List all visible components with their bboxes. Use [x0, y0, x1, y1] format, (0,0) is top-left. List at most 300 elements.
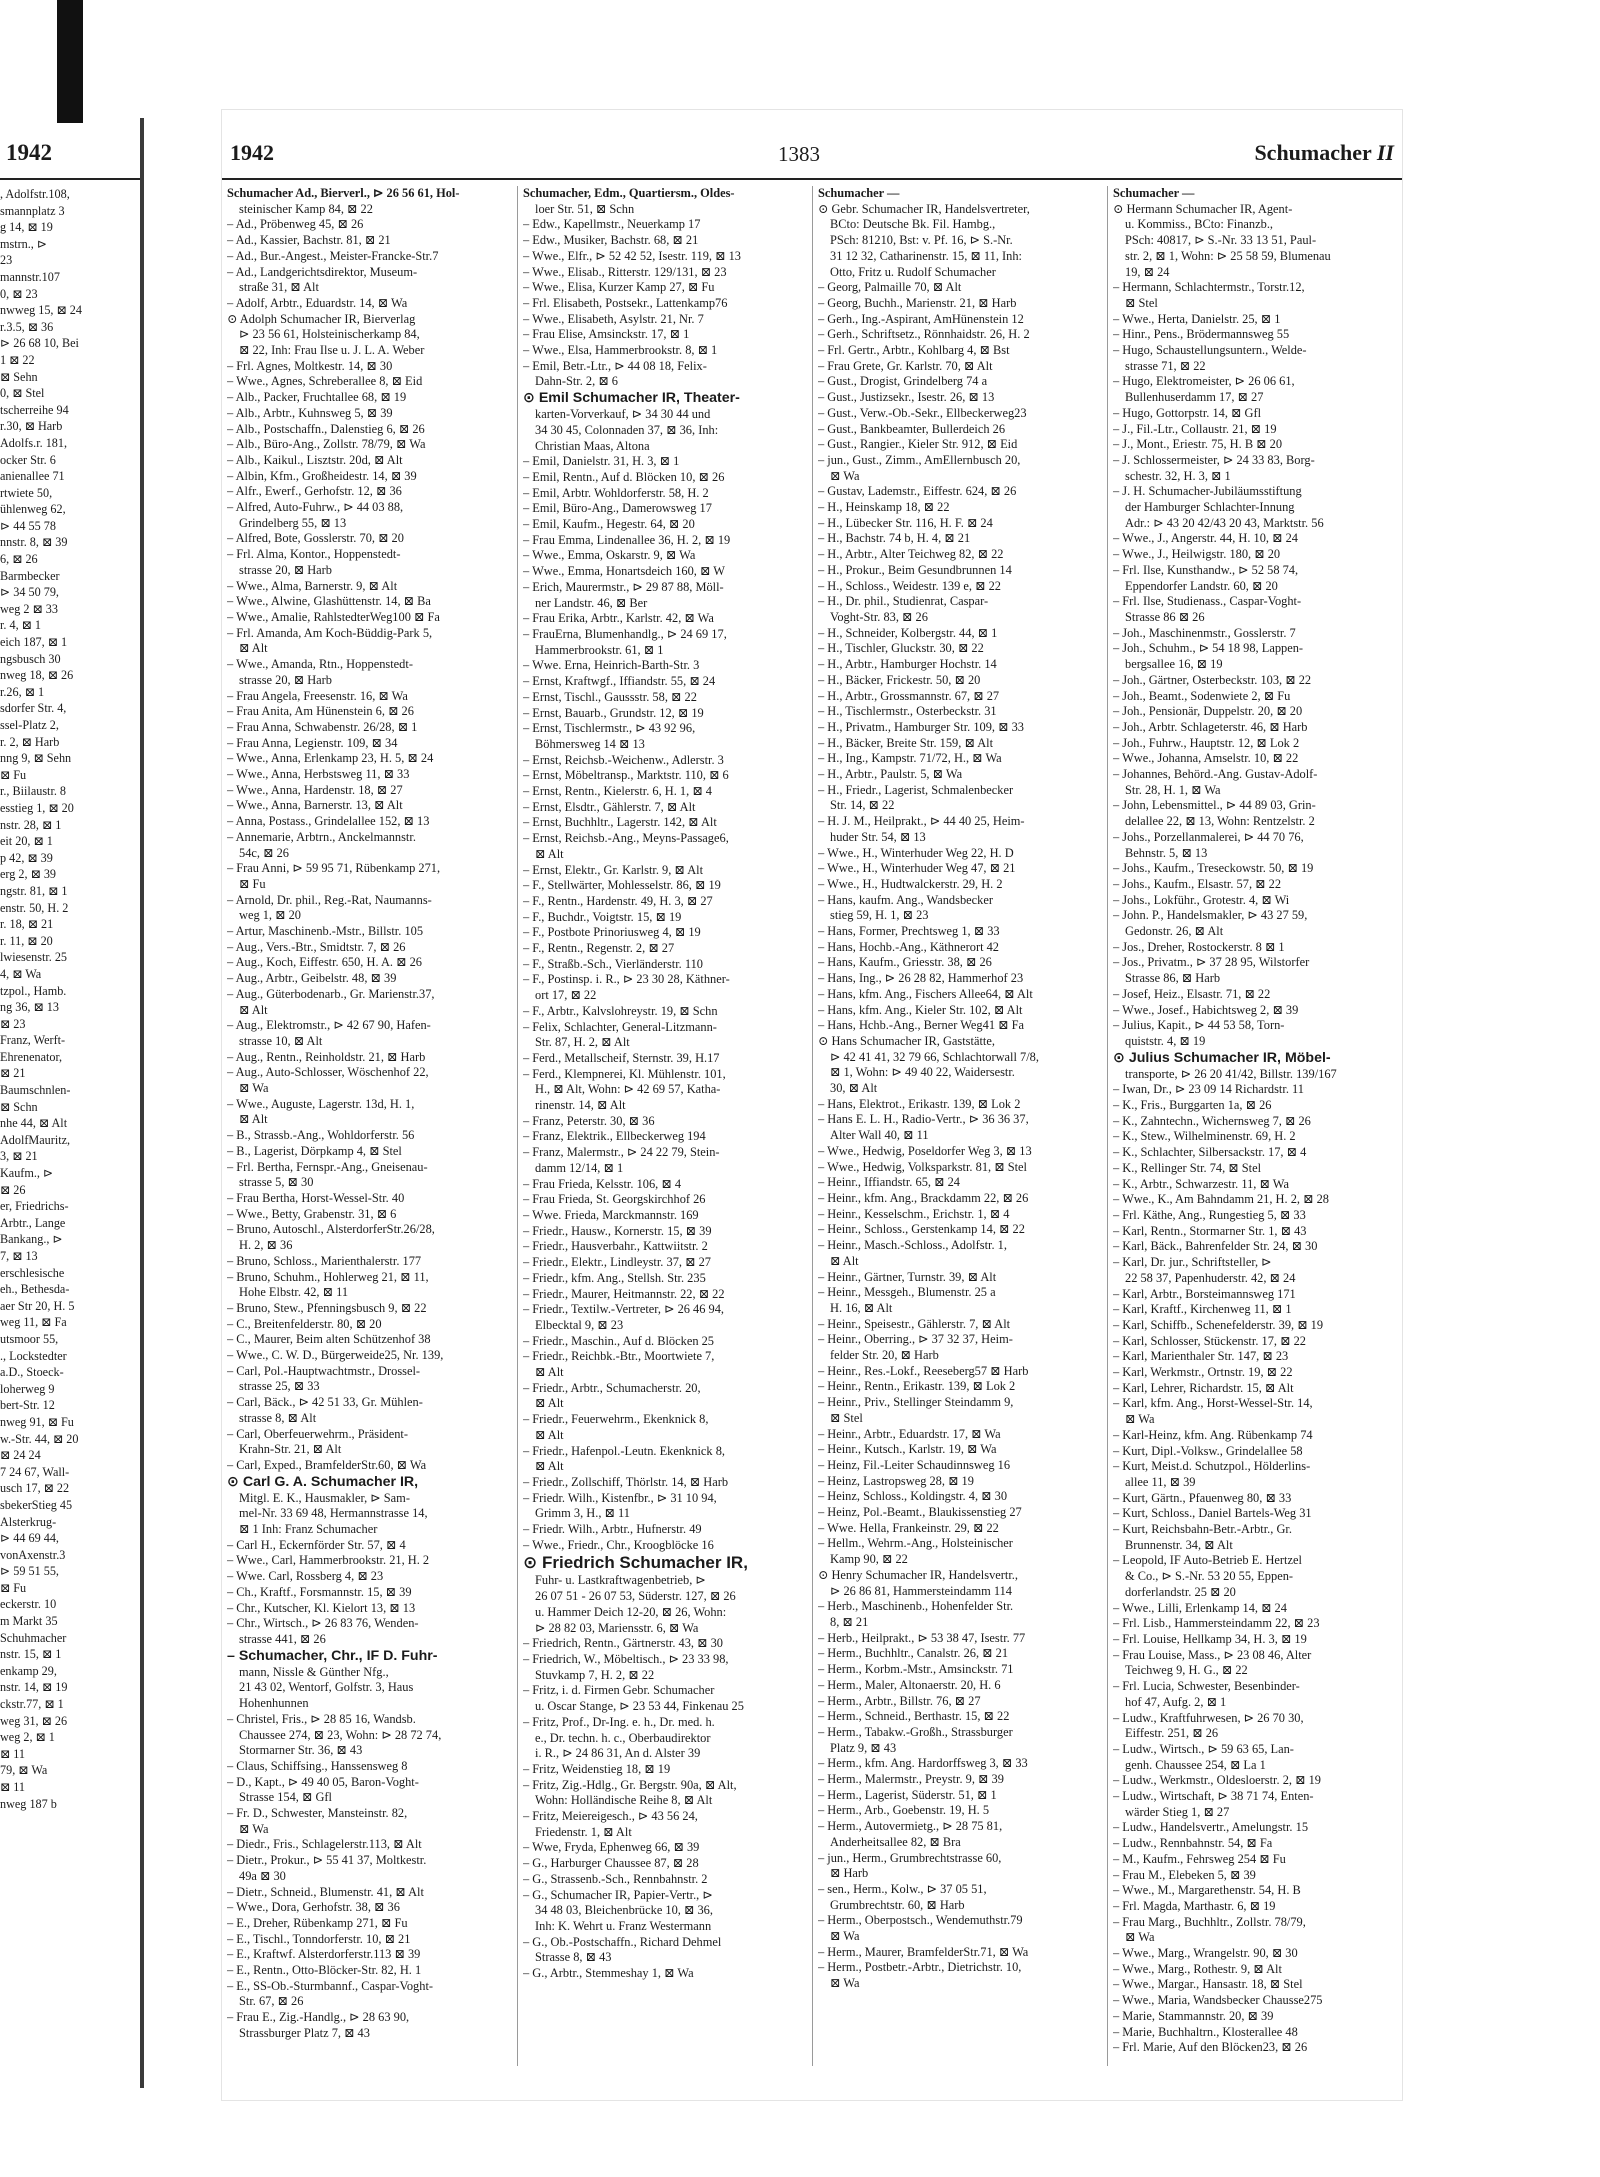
directory-line: – Wwe., Elsa, Hammerbrookstr. 8, ⊠ 1	[523, 343, 718, 358]
directory-line: ⊠ Wa	[1125, 1930, 1155, 1945]
previous-page-line: eh., Bethesda-	[0, 1282, 70, 1297]
directory-line: – C., Breitenfelderstr. 80, ⊠ 20	[227, 1316, 382, 1331]
directory-line: – H., Tischler, Gluckstr. 30, ⊠ 22	[818, 641, 984, 656]
directory-line: – jun., Gust., Zimm., AmEllernbusch 20,	[818, 452, 1021, 467]
directory-line: – Wwe., Elisabeth, Asylstr. 21, Nr. 7	[523, 311, 704, 326]
previous-page-line: Ehrenenator,	[0, 1049, 63, 1064]
previous-page-line: esstieg 1, ⊠ 20	[0, 800, 74, 815]
directory-line: H. 16, ⊠ Alt	[830, 1300, 893, 1315]
directory-line: – Gust., Bankbeamter, Bullerdeich 26	[818, 421, 1006, 436]
running-title-name: Schumacher	[1254, 140, 1372, 165]
directory-line: – Ernst, Möbeltransp., Marktstr. 110, ⊠ 6	[523, 768, 729, 783]
directory-line: – Wwe., Johanna, Amselstr. 10, ⊠ 22	[1113, 751, 1299, 766]
directory-line: 54c, ⊠ 26	[239, 845, 289, 860]
directory-line: transporte, ⊳ 26 20 41/42, Billstr. 139/167	[1125, 1066, 1337, 1081]
directory-line: 26 07 51 - 26 07 53, Süderstr. 127, ⊠ 26	[535, 1589, 736, 1604]
directory-line: – Arnold, Dr. phil., Reg.-Rat, Naumanns-	[227, 892, 432, 907]
directory-line: – Frl. Ilse, Kunsthandw., ⊳ 52 58 74,	[1113, 562, 1299, 577]
directory-line: – J. Schlossermeister, ⊳ 24 33 83, Borg-	[1113, 452, 1315, 467]
directory-line: – Wwe., Amanda, Rtn., Hoppenstedt-	[227, 657, 413, 672]
directory-line: PSch: 40817, ⊳ S.-Nr. 33 13 51, Paul-	[1125, 233, 1317, 248]
directory-line: – Karl, Dr. jur., Schriftsteller, ⊳	[1113, 1255, 1272, 1270]
directory-line: – Herb., Maschinenb., Hohenfelder Str.	[818, 1599, 1014, 1614]
directory-line: ⊠ Wa	[830, 468, 860, 483]
directory-line: – Carl, Exped., BramfelderStr.60, ⊠ Wa	[227, 1457, 427, 1472]
previous-page-line: enkamp 29,	[0, 1663, 57, 1678]
directory-line: – Herm., Autovermietg., ⊳ 28 75 81,	[818, 1819, 1003, 1834]
directory-page	[222, 110, 1402, 2100]
directory-line: – Wwe., Alwine, Glashüttenstr. 14, ⊠ Ba	[227, 594, 431, 609]
directory-line: ⊳ 23 56 61, Holsteinischerkamp 84,	[239, 327, 420, 342]
previous-page-line: w.-Str. 44, ⊠ 20	[0, 1431, 79, 1446]
directory-line: – Felix, Schlachter, General-Litzmann-	[523, 1019, 717, 1034]
previous-page-line: ., Lockstedter	[0, 1348, 67, 1363]
directory-line: – Hinr., Pens., Brödermannsweg 55	[1113, 327, 1290, 342]
directory-line: – Frau E., Zig.-Handlg., ⊳ 28 63 90,	[227, 2010, 410, 2025]
directory-line: Eppendorfer Landstr. 60, ⊠ 20	[1125, 578, 1278, 593]
directory-line: – H., Bäcker, Breite Str. 159, ⊠ Alt	[818, 735, 994, 750]
previous-page-line: eckerstr. 10	[0, 1597, 57, 1612]
directory-line: – Hans, kfm. Ang., Fischers Allee64, ⊠ Alt	[818, 986, 1033, 1001]
directory-line: – Alb., Büro-Ang., Zollstr. 78/79, ⊠ Wa	[227, 437, 426, 452]
directory-line: – Ludw., Wirtsch., ⊳ 59 63 65, Lan-	[1113, 1741, 1294, 1756]
directory-line: – Ad., Kassier, Bachstr. 81, ⊠ 21	[227, 233, 391, 248]
directory-line: – H., Ing., Kampstr. 71/72, H., ⊠ Wa	[818, 751, 1002, 766]
directory-line: – Frl. Lisb., Hammersteindamm 22, ⊠ 23	[1113, 1616, 1320, 1631]
previous-page-folio: 1942	[6, 140, 52, 165]
previous-page-line: mannstr.107	[0, 269, 60, 284]
directory-line: – J., Mont., Eriestr. 75, H. B ⊠ 20	[1113, 437, 1283, 452]
directory-line: – Wwe., J., Heilwigstr. 180, ⊠ 20	[1113, 547, 1281, 562]
directory-line: – Wwe. Carl, Rossberg 4, ⊠ 23	[227, 1569, 384, 1584]
directory-line: – Frau Bertha, Horst-Wessel-Str. 40	[227, 1191, 405, 1205]
directory-line: – Hermann, Schlachtermstr., Torstr.12,	[1113, 280, 1305, 295]
directory-line: – Heinr., Res.-Lokf., Reeseberg57 ⊠ Harb	[818, 1363, 1029, 1378]
directory-line: 31 12 32, Catharinenstr. 15, ⊠ 11, Inh:	[830, 248, 1022, 263]
directory-line: – Wwe., Marg., Wrangelstr. 90, ⊠ 30	[1113, 1946, 1298, 1961]
directory-line: – H., Heinskamp 18, ⊠ 22	[818, 500, 950, 515]
directory-line: – Frau Emma, Lindenallee 36, H. 2, ⊠ 19	[523, 532, 731, 547]
directory-line: Strasse 86 ⊠ 26	[1125, 609, 1205, 624]
directory-line: ⊠ Alt	[535, 1396, 564, 1411]
directory-line: ⊠ Alt	[535, 1427, 564, 1442]
directory-line: Böhmersweg 14 ⊠ 13	[535, 736, 645, 751]
directory-line: strasse 20, ⊠ Harb	[239, 562, 332, 577]
previous-page-line: ⊠ 21	[0, 1066, 26, 1081]
previous-page-line: erschlesische	[0, 1265, 65, 1280]
directory-line: bergsallee 16, ⊠ 19	[1125, 657, 1223, 672]
directory-line: – Ernst, Buchhltr., Lagerstr. 142, ⊠ Alt	[523, 815, 717, 830]
directory-line: Schumacher —	[818, 186, 900, 200]
directory-line: – Joh., Gärtner, Osterbeckstr. 103, ⊠ 22	[1113, 672, 1312, 687]
previous-page-line: nng 9, ⊠ Sehn	[0, 751, 72, 766]
directory-line: – Wwe., Alma, Barnerstr. 9, ⊠ Alt	[227, 578, 398, 593]
previous-page-line: weg 2, ⊠ 1	[0, 1730, 55, 1745]
directory-line: – Karl, Schiffb., Schenefelderstr. 39, ⊠ 19	[1113, 1317, 1324, 1332]
directory-line: – Marie, Buchhaltrn., Klosterallee 48	[1113, 2024, 1298, 2039]
previous-page-line: , Adolfstr.108,	[0, 187, 70, 201]
directory-line: – Wwe., Lilli, Erlenkamp 14, ⊠ 24	[1113, 1600, 1287, 1615]
directory-line: Chaussee 274, ⊠ 23, Wohn: ⊳ 28 72 74,	[239, 1727, 442, 1742]
directory-line: – K., Schlachter, Silbersackstr. 17, ⊠ 4	[1113, 1145, 1307, 1160]
directory-line: delallee 22, ⊠ 13, Wohn: Rentzelstr. 2	[1125, 814, 1315, 829]
directory-line: – Hans, Kaufm., Griesstr. 38, ⊠ 26	[818, 955, 992, 970]
column-1	[222, 186, 517, 2066]
directory-line: karten-Vorverkauf, ⊳ 34 30 44 und	[535, 407, 711, 422]
directory-line: – Wwe, Fryda, Ephenweg 66, ⊠ 39	[523, 1840, 700, 1855]
directory-line: – Marie, Stammannstr. 20, ⊠ 39	[1113, 2008, 1274, 2023]
directory-line: ⊠ Alt	[535, 1365, 564, 1380]
directory-line: – K., Stew., Wilhelminenstr. 69, H. 2	[1113, 1129, 1296, 1144]
directory-line: – G., Harburger Chaussee 87, ⊠ 28	[523, 1856, 699, 1871]
directory-line: – Frl. Käthe, Ang., Rungestieg 5, ⊠ 33	[1113, 1208, 1306, 1222]
directory-line: 21 43 02, Wentorf, Golfstr. 3, Haus	[239, 1680, 414, 1695]
directory-line: – John, Lebensmittel., ⊳ 44 89 03, Grin-	[1113, 798, 1316, 813]
directory-line: ⊠ Wa	[830, 1929, 860, 1944]
directory-line: – H., Bachstr. 74 b, H. 4, ⊠ 21	[818, 531, 971, 546]
directory-line: – Hans, Ing., ⊳ 26 28 82, Hammerhof 23	[818, 971, 1024, 986]
directory-line: – Herm., Maurer, BramfelderStr.71, ⊠ Wa	[818, 1944, 1029, 1959]
previous-page-line: ⊳ 44 69 44,	[0, 1531, 59, 1546]
directory-line: – Edw., Musiker, Bachstr. 68, ⊠ 21	[523, 233, 699, 248]
directory-line: – Emil, Danielstr. 31, H. 3, ⊠ 1	[523, 454, 680, 469]
directory-line: Kamp 90, ⊠ 22	[830, 1552, 908, 1567]
previous-page-line: ⊳ 44 55 78	[0, 518, 56, 533]
directory-line: – Wwe., Carl, Hammerbrookstr. 21, H. 2	[227, 1553, 430, 1568]
binding-gutter	[57, 0, 83, 123]
previous-page-line: r.30, ⊠ Harb	[0, 419, 63, 434]
directory-line: & Co., ⊳ S.-Nr. 53 20 55, Eppen-	[1125, 1569, 1294, 1584]
directory-line: – Leopold, IF Auto-Betrieb E. Hertzel	[1113, 1553, 1302, 1568]
directory-line: Hammerbrookstr. 61, ⊠ 1	[535, 642, 664, 657]
directory-line: – Fritz, Prof., Dr-Ing. e. h., Dr. med. h.	[523, 1714, 715, 1729]
directory-line: – Heinr., kfm. Ang., Brackdamm 22, ⊠ 26	[818, 1191, 1029, 1205]
directory-line: e., Dr. techn. h. c., Oberbaudirektor	[535, 1730, 711, 1745]
directory-line: weg 1, ⊠ 20	[239, 908, 302, 923]
directory-line: hof 47, Aufg. 2, ⊠ 1	[1125, 1694, 1227, 1709]
directory-line: – Frl. Marie, Auf den Blöcken23, ⊠ 26	[1113, 2040, 1308, 2055]
directory-line: – Georg, Buchh., Marienstr. 21, ⊠ Harb	[818, 295, 1017, 310]
directory-line: – Wwe., Elisa, Kurzer Kamp 27, ⊠ Fu	[523, 280, 715, 295]
previous-page-line: bert-Str. 12	[0, 1398, 55, 1413]
page-folio: 1942	[230, 140, 274, 165]
directory-line: – Johannes, Behörd.-Ang. Gustav-Adolf-	[1113, 767, 1318, 782]
directory-line: – jun., Herm., Grumbrechtstrasse 60,	[818, 1850, 1002, 1865]
directory-line: H., ⊠ Alt, Wohn: ⊳ 42 69 57, Katha-	[535, 1082, 721, 1097]
directory-line: – Herm., kfm. Ang. Hardorffsweg 3, ⊠ 33	[818, 1756, 1028, 1771]
directory-line: – Carl H., Eckernförder Str. 57, ⊠ 4	[227, 1537, 406, 1552]
previous-page-line: nnstr. 8, ⊠ 39	[0, 535, 68, 550]
directory-line: – Aug., Elektromstr., ⊳ 42 67 90, Hafen-	[227, 1018, 431, 1033]
directory-line: strasse 8, ⊠ Alt	[239, 1410, 317, 1425]
directory-line: – D., Kapt., ⊳ 49 40 05, Baron-Voght-	[227, 1774, 419, 1789]
directory-line: – G., Strassenb.-Sch., Rennbahnstr. 2	[523, 1871, 708, 1886]
directory-line: – F., Rentn., Regenstr. 2, ⊠ 27	[523, 941, 675, 956]
directory-line: – F., Postbote Prinoriusweg 4, ⊠ 19	[523, 925, 701, 940]
directory-line: Inh: K. Wehrt u. Franz Westermann	[535, 1918, 712, 1933]
directory-line: felder Str. 20, ⊠ Harb	[830, 1348, 939, 1363]
directory-line: Strasse 8, ⊠ 43	[535, 1950, 612, 1965]
directory-line: ⊠ Alt	[535, 1459, 564, 1474]
directory-line: – Frl. Bertha, Fernspr.-Ang., Gneisenau-	[227, 1159, 428, 1174]
directory-line: – Wwe., Elisab., Ritterstr. 129/131, ⊠ 23	[523, 264, 727, 279]
directory-line: – Joh., Pensionär, Duppelstr. 20, ⊠ 20	[1113, 704, 1303, 719]
directory-line: – Aug., Rentn., Reinholdstr. 21, ⊠ Harb	[227, 1049, 426, 1064]
directory-line: – F., Stellwärter, Mohlesselstr. 86, ⊠ 19	[523, 878, 721, 893]
directory-line: – Karl, kfm. Ang., Horst-Wessel-Str. 14,	[1113, 1396, 1313, 1411]
directory-line: – Kurt, Dipl.-Volksw., Grindelallee 58	[1113, 1443, 1303, 1458]
directory-line: – Carl, Bäck., ⊳ 42 51 33, Gr. Mühlen-	[227, 1395, 423, 1410]
previous-page-line: 3, ⊠ 21	[0, 1149, 38, 1164]
directory-line: – Friedrich, Rentn., Gärtnerstr. 43, ⊠ 30	[523, 1636, 723, 1651]
directory-line: – Friedr., Hafenpol.-Leutn. Ekenknick 8,	[523, 1443, 725, 1458]
directory-line: – Johs., Porzellanmalerei, ⊳ 44 70 76,	[1113, 829, 1304, 844]
directory-line: – Bruno, Autoschl., AlsterdorferStr.26/28,	[227, 1222, 435, 1237]
directory-line: – Emil, Büro-Ang., Damerowsweg 17	[523, 501, 712, 516]
directory-line: – Gust., Justizsekr., Isestr. 26, ⊠ 13	[818, 390, 995, 405]
directory-columns	[222, 186, 1402, 2066]
directory-line: strasse 20, ⊠ Harb	[239, 672, 332, 687]
directory-line: – Fritz, Zig.-Hdlg., Gr. Bergstr. 90a, ⊠ Alt,	[523, 1777, 737, 1792]
previous-page-line: m Markt 35	[0, 1614, 58, 1629]
directory-line: Dahn-Str. 2, ⊠ 6	[535, 374, 619, 389]
directory-line: – Ferd., Klempnerei, Kl. Mühlenstr. 101,	[523, 1066, 726, 1081]
directory-line: – J., Fil.-Ltr., Collaustr. 21, ⊠ 19	[1113, 421, 1277, 436]
directory-line: – Ad., Landgerichtsdirektor, Museum-	[227, 264, 418, 279]
directory-line: – Joh., Arbtr. Schlageterstr. 46, ⊠ Harb	[1113, 719, 1308, 734]
directory-line: Adr.: ⊳ 43 20 42/43 20 43, Marktstr. 56	[1125, 515, 1324, 530]
directory-line: – Friedr., Hausverbahr., Kattwiitstr. 2	[523, 1239, 708, 1254]
directory-line: – Ernst, Reichsb.-Ang., Meyns-Passage6,	[523, 831, 729, 846]
directory-line: – Wwe., Anna, Erlenkamp 23, H. 5, ⊠ 24	[227, 751, 434, 766]
previous-page-fragment	[0, 120, 140, 2080]
directory-line: – E., Tischl., Tonndorferstr. 10, ⊠ 21	[227, 1931, 411, 1946]
previous-page-line: ⊠ Fu	[0, 1580, 27, 1595]
previous-page-line: ngsbusch 30	[0, 651, 61, 666]
directory-line: – Frl. Agnes, Moltkestr. 14, ⊠ 30	[227, 358, 393, 373]
directory-line: – Friedrich, W., Möbeltisch., ⊳ 23 33 98,	[523, 1651, 729, 1666]
directory-line: ⊙ Henry Schumacher IR, Handelsvertr.,	[818, 1567, 1018, 1582]
directory-line: – Herm., Lagerist, Süderstr. 51, ⊠ 1	[818, 1787, 997, 1802]
directory-line: – H., Arbtr., Grossmannstr. 67, ⊠ 27	[818, 688, 1000, 703]
directory-line: Grumbrechtstr. 60, ⊠ Harb	[830, 1897, 965, 1912]
directory-line: – Wwe., Auguste, Lagerstr. 13d, H. 1,	[227, 1096, 415, 1111]
directory-line: – Heinr., Schloss., Gerstenkamp 14, ⊠ 22	[818, 1222, 1025, 1237]
directory-line: – Herm., Maler, Altonaerstr. 20, H. 6	[818, 1677, 1001, 1692]
directory-line: Hohe Elbstr. 42, ⊠ 11	[239, 1285, 349, 1300]
directory-line: – C., Maurer, Beim alten Schützenhof 38	[227, 1332, 431, 1347]
directory-line: – H., Arbtr., Hamburger Hochstr. 14	[818, 657, 997, 672]
directory-line: 19, ⊠ 24	[1125, 264, 1170, 279]
directory-line: – E., Dreher, Rübenkamp 271, ⊠ Fu	[227, 1915, 408, 1930]
directory-line: – John. P., Handelsmakler, ⊳ 43 27 59,	[1113, 908, 1308, 923]
directory-line: – Fritz, Weidenstieg 18, ⊠ 19	[523, 1761, 671, 1776]
directory-line: – Herm., Oberpostsch., Wendemuthstr.79	[818, 1913, 1023, 1928]
directory-entry-highlight: – Schumacher, Chr., IF D. Fuhr-	[227, 1647, 438, 1664]
directory-line: – Heinr., Iffiandstr. 65, ⊠ 24	[818, 1175, 960, 1190]
directory-line: – H., Arbtr., Alter Teichweg 82, ⊠ 22	[818, 547, 1004, 562]
directory-line: ⊳ 28 82 03, Mariensstr. 6, ⊠ Wa	[535, 1620, 699, 1635]
previous-page-line: Adolfs.r. 181,	[0, 435, 68, 450]
directory-line: – F., Postinsp. i. R., ⊳ 23 30 28, Käthner-	[523, 972, 730, 987]
previous-page-line: weg 31, ⊠ 26	[0, 1713, 68, 1728]
directory-line: Elbecktal 9, ⊠ 23	[535, 1317, 624, 1332]
directory-line: – Joh., Maschinenmstr., Gosslerstr. 7	[1113, 625, 1296, 640]
previous-page-line: lwiesenstr. 25	[0, 950, 68, 965]
directory-line: – Hugo, Schaustellungsuntern., Welde-	[1113, 343, 1307, 358]
directory-line: – J. H. Schumacher-Jubiläumsstiftung	[1113, 484, 1302, 499]
directory-line: – Hans, Elektrot., Erikastr. 139, ⊠ Lok 2	[818, 1096, 1021, 1111]
directory-line: Friedenstr. 1, ⊠ Alt	[535, 1824, 632, 1839]
directory-line: – Kurt, Schloss., Daniel Bartels-Weg 31	[1113, 1506, 1312, 1521]
previous-page-line: erg 2, ⊠ 39	[0, 867, 57, 882]
directory-line: – E., Rentn., Otto-Blöcker-Str. 82, H. 1	[227, 1963, 422, 1978]
previous-page-line: ⊠ Sehn	[0, 369, 38, 384]
previous-page-line: nstr. 15, ⊠ 1	[0, 1647, 62, 1662]
directory-entry-highlight: ⊙ Friedrich Schumacher IR,	[523, 1553, 748, 1573]
directory-line: 34 30 45, Colonnaden 37, ⊠ 36, Inh:	[535, 422, 719, 437]
directory-line: – Friedr., Zollschiff, Thörlstr. 14, ⊠ Harb	[523, 1474, 729, 1489]
directory-line: Hohenhunnen	[239, 1696, 309, 1711]
previous-page-line: 0, ⊠ 23	[0, 286, 38, 301]
directory-line: – Hans, kfm. Ang., Kieler Str. 102, ⊠ Alt	[818, 1002, 1023, 1017]
directory-line: – Friedr., Hausw., Kornerstr. 15, ⊠ 39	[523, 1223, 712, 1238]
directory-line: ⊠ Harb	[830, 1866, 869, 1881]
directory-line: – Diedr., Fris., Schlagelerstr.113, ⊠ Alt	[227, 1837, 422, 1852]
directory-line: ⊠ Alt	[239, 641, 268, 656]
directory-line: – F., Buchdr., Voigtstr. 15, ⊠ 19	[523, 909, 682, 924]
previous-page-line: Baumschnlen-	[0, 1083, 71, 1098]
previous-page-line: nstr. 28, ⊠ 1	[0, 817, 62, 832]
directory-line: – Karl, Schlosser, Stückenstr. 17, ⊠ 22	[1113, 1333, 1306, 1348]
previous-page-line: ühlenweg 62,	[0, 502, 66, 517]
previous-page-line: ng 36, ⊠ 13	[0, 1000, 59, 1015]
directory-line: ⊠ Alt	[535, 846, 564, 861]
previous-page-line: sbekerStieg 45	[0, 1497, 73, 1512]
directory-line: – Emil, Arbtr. Wohldorferstr. 58, H. 2	[523, 485, 709, 500]
directory-line: – Josef, Heiz., Elsastr. 71, ⊠ 22	[1113, 986, 1271, 1001]
previous-page-line: aer Str 20, H. 5	[0, 1298, 75, 1313]
directory-line: – Herm., Schneid., Berthastr. 15, ⊠ 22	[818, 1709, 1010, 1724]
previous-page-line: Kaufm., ⊳	[0, 1166, 54, 1181]
directory-line: – H., Schloss., Weidestr. 139 e, ⊠ 22	[818, 578, 1001, 593]
directory-line: huder Str. 54, ⊠ 13	[830, 829, 926, 844]
directory-line: Schumacher Ad., Bierverl., ⊳ 26 56 61, Hol-	[227, 186, 460, 200]
directory-line: quiststr. 4, ⊠ 19	[1125, 1033, 1206, 1048]
directory-line: Eiffestr. 251, ⊠ 26	[1125, 1726, 1219, 1741]
previous-page-line: a.D., Stoeck-	[0, 1365, 64, 1380]
directory-line: – Gust., Rangier., Kieler Str. 912, ⊠ Eid	[818, 437, 1018, 452]
directory-line: ⊙ Adolph Schumacher IR, Bierverlag	[227, 311, 416, 326]
directory-line: – Johs., Lokführ., Grotestr. 4, ⊠ Wi	[1113, 892, 1290, 907]
directory-line: ⊠ Alt	[830, 1253, 859, 1268]
directory-line: – Chr., Kutscher, Kl. Kielort 13, ⊠ 13	[227, 1600, 416, 1615]
directory-line: – sen., Herm., Kolw., ⊳ 37 05 51,	[818, 1881, 987, 1896]
directory-line: Strasse 86, ⊠ Harb	[1125, 971, 1221, 986]
directory-line: Teichweg 9, H. G., ⊠ 22	[1125, 1663, 1248, 1678]
previous-page-line: 0, ⊠ Stel	[0, 386, 45, 401]
directory-line: – Alfr., Ewerf., Gerhofstr. 12, ⊠ 36	[227, 484, 402, 499]
directory-line: ⊙ Hans Schumacher IR, Gaststätte,	[818, 1033, 995, 1048]
page-number: 1383	[778, 142, 820, 166]
directory-line: – Frau Anna, Schwabenstr. 26/28, ⊠ 1	[227, 719, 418, 734]
previous-page-line: ⊠ 23	[0, 1016, 26, 1031]
previous-page-line: ocker Str. 6	[0, 452, 56, 467]
directory-line: Grimm 3, H., ⊠ 11	[535, 1506, 630, 1521]
previous-page-line: r. 11, ⊠ 20	[0, 933, 53, 948]
directory-line: – Fritz, i. d. Firmen Gebr. Schumacher	[523, 1683, 715, 1698]
directory-line: – Claus, Schiffsing., Hanssensweg 8	[227, 1758, 408, 1773]
directory-line: – Wwe., Maria, Wandsbecker Chausse275	[1113, 1993, 1323, 2008]
directory-line: u. Kommiss., BCto: Finanzb.,	[1125, 217, 1274, 232]
directory-line: – H., Arbtr., Paulstr. 5, ⊠ Wa	[818, 767, 963, 782]
directory-line: – Iwan, Dr., ⊳ 23 09 14 Richardstr. 11	[1113, 1082, 1304, 1097]
directory-line: der Hamburger Schlachter-Innung	[1125, 500, 1295, 515]
directory-line: – Jos., Dreher, Rostockerstr. 8 ⊠ 1	[1113, 939, 1285, 954]
previous-page-line: 23	[0, 253, 13, 268]
directory-line: – Alfred, Auto-Fuhrw., ⊳ 44 03 88,	[227, 500, 404, 515]
previous-page-line: Barmbecker	[0, 568, 60, 583]
directory-line: – Karl, Rentn., Stormarner Str. 1, ⊠ 43	[1113, 1223, 1307, 1238]
directory-line: ⊠ 1, Wohn: ⊳ 49 40 22, Waidersestr.	[830, 1065, 1015, 1080]
directory-line: – Karl, Lehrer, Richardstr. 15, ⊠ Alt	[1113, 1380, 1294, 1395]
previous-page-line: 79, ⊠ Wa	[0, 1763, 48, 1778]
directory-line: – Dietr., Prokur., ⊳ 55 41 37, Moltkestr.	[227, 1853, 427, 1868]
previous-page-line: nweg 18, ⊠ 26	[0, 668, 74, 683]
directory-line: Christian Maas, Altona	[535, 438, 650, 453]
directory-line: – Frau Frieda, Kelsstr. 106, ⊠ 4	[523, 1176, 682, 1191]
directory-line: allee 11, ⊠ 39	[1125, 1474, 1196, 1489]
directory-line: – Alb., Kaikul., Lisztstr. 20d, ⊠ Alt	[227, 452, 403, 467]
directory-line: Krahn-Str. 21, ⊠ Alt	[239, 1442, 342, 1457]
directory-line: – Ernst, Elektr., Gr. Karlstr. 9, ⊠ Alt	[523, 862, 704, 877]
directory-line: – Karl, Kraftf., Kirchenweg 11, ⊠ 1	[1113, 1302, 1292, 1317]
directory-line: – Friedr. Wilh., Kistenfbr., ⊳ 31 10 94,	[523, 1490, 717, 1505]
directory-line: – Gust., Verw.-Ob.-Sekr., Ellbeckerweg23	[818, 405, 1027, 420]
directory-line: – Ernst, Elsdtr., Gählerstr. 7, ⊠ Alt	[523, 799, 696, 814]
previous-page-line: loherweg 9	[0, 1381, 55, 1396]
directory-line: – Annemarie, Arbtrn., Anckelmannstr.	[227, 829, 416, 844]
directory-line: – Gerh., Ing.-Aspirant, AmHünenstein 12	[818, 311, 1024, 326]
directory-line: – G., Arbtr., Stemmeshay 1, ⊠ Wa	[523, 1966, 694, 1981]
directory-line: – B., Lagerist, Dörpkamp 4, ⊠ Stel	[227, 1143, 402, 1158]
previous-page-line: Schuhmacher	[0, 1630, 67, 1645]
directory-line: – Heinr., Messgeh., Blumenstr. 25 a	[818, 1285, 996, 1300]
directory-line: – Adolf, Arbtr., Eduardstr. 14, ⊠ Wa	[227, 295, 408, 310]
directory-line: – Wwe., Margar., Hansastr. 18, ⊠ Stel	[1113, 1977, 1303, 1992]
directory-line: – G., Ob.-Postschaffn., Richard Dehmel	[523, 1934, 722, 1949]
directory-line: – H., Privatm., Hamburger Str. 109, ⊠ 33	[818, 719, 1024, 734]
directory-line: strasse 5, ⊠ 30	[239, 1175, 314, 1190]
directory-line: – H., Friedr., Lagerist, Schmalenbecker	[818, 782, 1014, 797]
directory-line: – F., Rentn., Hardenstr. 49, H. 3, ⊠ 27	[523, 893, 713, 908]
directory-line: – Ch., Kraftf., Forsmannstr. 15, ⊠ 39	[227, 1584, 412, 1599]
page-header	[222, 140, 1402, 176]
directory-line: – Heinz, Pol.-Beamt., Blaukissenstieg 27	[818, 1505, 1022, 1520]
directory-line: – Albin, Kfm., Großheidestr. 14, ⊠ 39	[227, 468, 417, 483]
directory-line: ⊳ 26 86 81, Hammersteindamm 114	[830, 1583, 1012, 1598]
directory-line: ⊠ Alt	[239, 1112, 268, 1127]
directory-line: – Alb., Arbtr., Kuhnsweg 5, ⊠ 39	[227, 405, 393, 420]
directory-line: ⊠ Alt	[239, 1002, 268, 1017]
directory-line: – Artur, Maschinenb.-Mstr., Billstr. 105	[227, 924, 424, 939]
directory-line: – Wwe., H., Hudtwalckerstr. 29, H. 2	[818, 876, 1003, 891]
directory-line: – Wwe., Dora, Gerhofstr. 38, ⊠ 36	[227, 1900, 400, 1915]
directory-line: ⊠ Wa	[1125, 1412, 1155, 1427]
directory-line: – Emil, Kaufm., Hegestr. 64, ⊠ 20	[523, 517, 695, 532]
directory-line: – Franz, Peterstr. 30, ⊠ 36	[523, 1113, 655, 1128]
directory-line: – Emil, Rentn., Auf d. Blöcken 10, ⊠ 26	[523, 469, 725, 484]
